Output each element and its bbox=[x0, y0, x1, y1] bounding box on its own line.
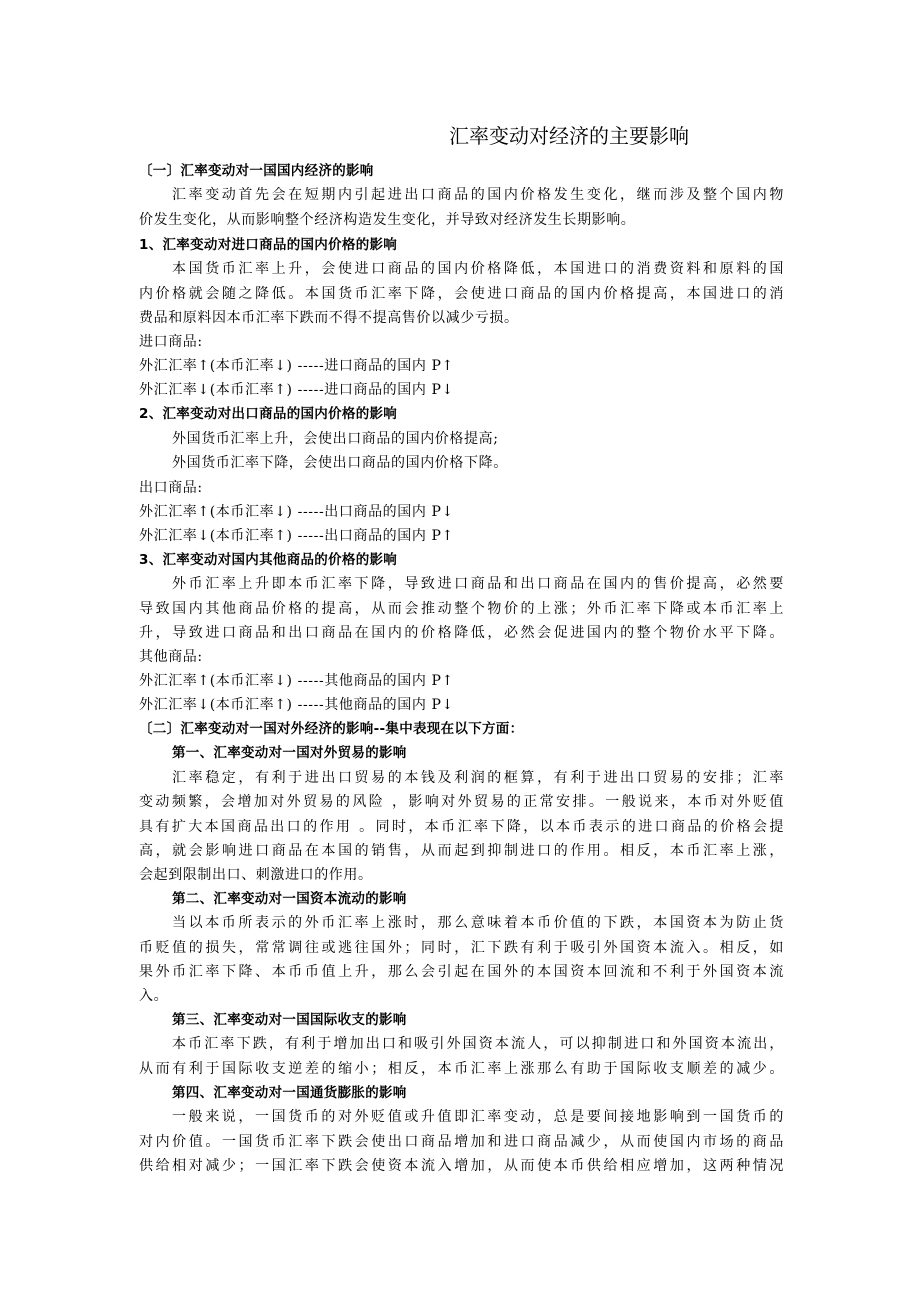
section-heading: 〔二〕汇率变动对一国对外经济的影响--集中表现在以下方面： bbox=[139, 721, 524, 737]
paragraph-line: 外汇汇率↑(本币汇率↓) -----其他商品的国内 P↑ bbox=[139, 673, 454, 689]
paragraph-line: 币贬值的损失，常常调往或逃往国外；同时，汇下跌有利于吸引外国资本流入。相反，如 bbox=[139, 940, 784, 956]
paragraph-line: 外国货币汇率下降，会使出口商品的国内价格下降。 bbox=[172, 455, 508, 471]
paragraph-line: 会起到限制出口、刺激进口的作用。 bbox=[139, 867, 373, 883]
paragraph-line: 出口商品: bbox=[139, 480, 203, 496]
paragraph-line: 外币汇率上升即本币汇率下降，导致进口商品和出口商品在国内的售价提高，必然要 bbox=[172, 576, 784, 592]
subsection-heading: 第三、汇率变动对一国国际收支的影响 bbox=[172, 1012, 407, 1028]
paragraph-line: 价发生变化，从而影响整个经济构造发生变化，并导致对经济发生长期影响。 bbox=[139, 212, 636, 228]
paragraph-line: 入。 bbox=[139, 988, 169, 1004]
paragraph-line: 对内价值。一国货币汇率下跌会使出口商品增加和进口商品减少，从而使国内市场的商品 bbox=[139, 1134, 784, 1150]
section-heading: 2、汇率变动对出口商品的国内价格的影响 bbox=[139, 406, 398, 422]
paragraph-line: 汇率稳定，有利于进出口贸易的本钱及利润的框算，有利于进出口贸易的安排；汇率 bbox=[172, 770, 784, 786]
paragraph-line: 本国货币汇率上升，会使进口商品的国内价格降低，本国进口的消费资料和原料的国 bbox=[172, 261, 784, 277]
paragraph-line: 内价格就会随之降低。本国货币汇率下降，会使进口商品的国内价格提高，本国进口的消 bbox=[139, 286, 784, 302]
paragraph-line: 高，就会影响进口商品在本国的销售，从而起到抑制进口的作用。相反，本币汇率上涨， bbox=[139, 843, 784, 859]
paragraph-line: 外汇汇率↑(本币汇率↓) -----出口商品的国内 P↓ bbox=[139, 504, 454, 520]
paragraph-line: 外国货币汇率上升，会使出口商品的国内价格提高; bbox=[172, 431, 499, 447]
paragraph-line: 升，导致进口商品和出口商品在国内的价格降低，必然会促进国内的整个物价水平下降。 bbox=[139, 625, 784, 641]
paragraph-line: 费品和原料因本币汇率下跌而不得不提高售价以减少亏损。 bbox=[139, 310, 519, 326]
paragraph-line: 从而有利于国际收支逆差的缩小；相反，本币汇率上涨那么有助于国际收支顺差的减少。 bbox=[139, 1061, 784, 1077]
paragraph-line: 进口商品: bbox=[139, 334, 203, 350]
subsection-heading: 第一、汇率变动对一国对外贸易的影响 bbox=[172, 745, 407, 761]
paragraph-line: 变动频繁，会增加对外贸易的风险 ，影响对外贸易的正常安排。一般说来，本币对外贬值 bbox=[139, 794, 784, 810]
subsection-heading: 第二、汇率变动对一国资本流动的影响 bbox=[172, 891, 407, 907]
document-title: 汇率变动对经济的主要影响 bbox=[449, 124, 689, 148]
paragraph-line: 当以本币所表示的外币汇率上涨时，那么意味着本币价值的下跌，本国资本为防止货 bbox=[172, 915, 784, 931]
paragraph-line: 果外币汇率下降、本币币值上升，那么会引起在国外的本国资本回流和不利于外国资本流 bbox=[139, 964, 784, 980]
section-heading: 〔一〕汇率变动对一国国内经济的影响 bbox=[139, 163, 374, 179]
section-heading: 3、汇率变动对国内其他商品的价格的影响 bbox=[139, 552, 398, 568]
paragraph-line: 外汇汇率↑(本币汇率↓) -----进口商品的国内 P↑ bbox=[139, 358, 454, 374]
paragraph-line: 一般来说，一国货币的对外贬值或升值即汇率变动，总是要间接地影响到一国货币的 bbox=[172, 1109, 784, 1125]
paragraph-line: 汇率变动首先会在短期内引起进出口商品的国内价格发生变化，继而涉及整个国内物 bbox=[172, 187, 784, 203]
paragraph-line: 供给相对减少；一国汇率下跌会使资本流入增加，从而使本币供给相应增加，这两种情况 bbox=[139, 1158, 784, 1174]
paragraph-line: 导致国内其他商品价格的提高，从而会推动整个物价的上涨；外币汇率下降或本币汇率上 bbox=[139, 601, 784, 617]
paragraph-line: 外汇汇率↓(本币汇率↑) -----其他商品的国内 P↓ bbox=[139, 697, 454, 713]
paragraph-line: 其他商品: bbox=[139, 649, 203, 665]
subsection-heading: 第四、汇率变动对一国通货膨胀的影响 bbox=[172, 1085, 407, 1101]
paragraph-line: 具有扩大本国商品出口的作用 。同时，本币汇率下降，以本币表示的进口商品的价格会提 bbox=[139, 819, 784, 835]
paragraph-line: 外汇汇率↓(本币汇率↑) -----进口商品的国内 P↓ bbox=[139, 382, 454, 398]
paragraph-line: 本币汇率下跌，有利于增加出口和吸引外国资本流人，可以抑制进口和外国资本流出， bbox=[172, 1036, 784, 1052]
section-heading: 1、汇率变动对进口商品的国内价格的影响 bbox=[139, 237, 398, 253]
paragraph-line: 外汇汇率↓(本币汇率↑) -----出口商品的国内 P↑ bbox=[139, 528, 454, 544]
